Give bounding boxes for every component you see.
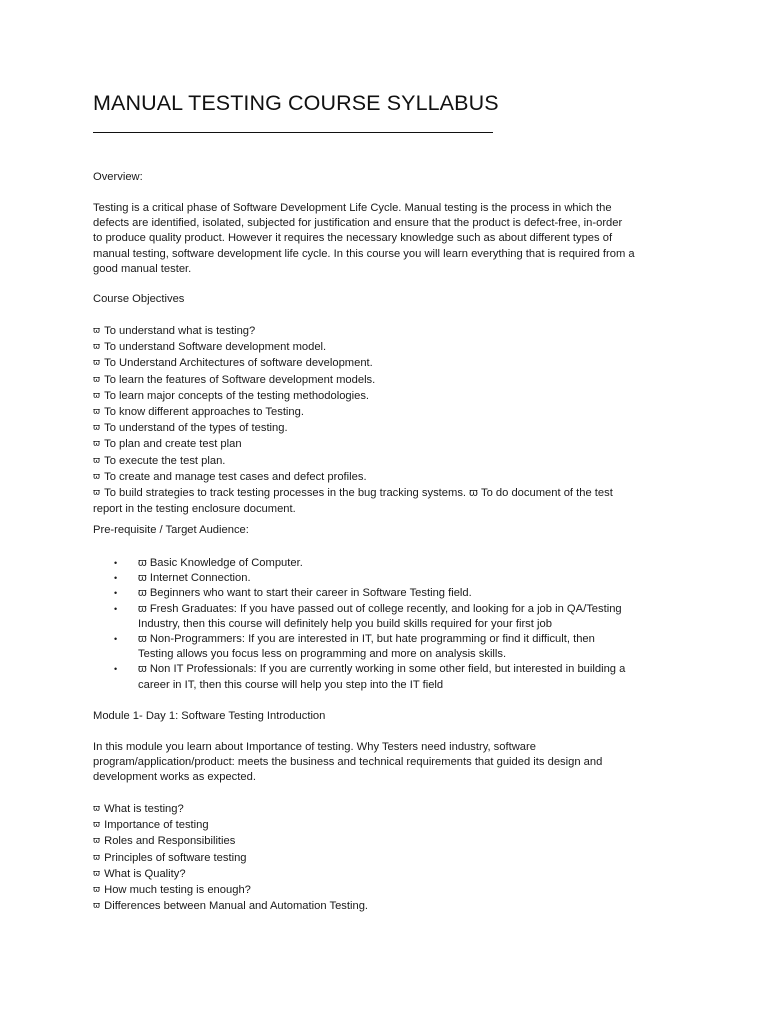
- overview-line: Testing is a critical phase of Software Development Life Cycle. Manual testing is the process in which the: [93, 202, 612, 214]
- list-item: ϖ Importance of testing: [93, 819, 209, 832]
- bullet-mark-icon: ϖ: [93, 820, 101, 831]
- objectives-heading-text: Course Objectives: [93, 293, 185, 305]
- bullet-mark-icon: ϖ: [93, 390, 101, 401]
- list-item: ϖ To learn the features of Software development models.: [93, 373, 376, 386]
- list-item: ϖ Differences between Manual and Automation Testing.: [93, 900, 369, 913]
- overview-line: defects are identified, isolated, subjected for justification and ensure that the product is defect-free, in-order: [93, 217, 623, 230]
- overview-heading: [93, 170, 683, 185]
- module1-heading-text: Module 1- Day 1: Software Testing Introduction: [93, 710, 326, 722]
- list-item: ϖ Roles and Responsibilities: [93, 835, 236, 848]
- overview-line: to produce quality product. However it requires the necessary knowledge such as about different types of: [93, 232, 613, 245]
- bullet-mark-icon: ϖ: [93, 488, 101, 499]
- list-item: ϖ To know different approaches to Testing.: [93, 406, 304, 419]
- list-item: ϖ To create and manage test cases and defect profiles.: [93, 470, 367, 483]
- bullet-mark-icon: ϖ: [93, 836, 101, 847]
- bullet-mark-icon: ϖ: [93, 471, 101, 482]
- list-item-continuation: report in the testing enclosure document.: [93, 503, 296, 516]
- list-item: • ϖ Non-Programmers: If you are interested in IT, but hate programming or find it difficult, then Testing allows you focus less on programming and more on analysis skills.: [114, 633, 595, 661]
- bullet-mark-icon: ϖ: [93, 868, 101, 879]
- list-item: ϖ What is testing?: [93, 803, 184, 815]
- module1-line: program/application/product: meets the business and technical requirements that guided its design and: [93, 756, 603, 769]
- list-item: ϖ To plan and create test plan: [93, 438, 242, 451]
- bullet-icon: •: [114, 588, 118, 599]
- bullet-icon: •: [114, 634, 118, 645]
- module1-topics-list: [93, 802, 683, 915]
- list-item: ϖ Principles of software testing: [93, 851, 247, 864]
- overview-paragraph: [93, 201, 683, 277]
- module1-line: In this module you learn about Importance of testing. Why Testers need industry, software: [93, 741, 536, 753]
- module1-heading: [93, 709, 683, 724]
- bullet-mark-icon: ϖ: [93, 804, 101, 814]
- list-item: ϖ How much testing is enough?: [93, 884, 251, 897]
- module1-line: development works as expected.: [93, 771, 256, 784]
- list-item: ϖ What is Quality?: [93, 867, 186, 880]
- bullet-icon: •: [114, 558, 118, 568]
- bullet-mark-icon: ϖ: [93, 342, 101, 353]
- list-item: ϖ To learn major concepts of the testing methodologies.: [93, 389, 370, 402]
- overview-line: good manual tester.: [93, 262, 192, 275]
- objectives-heading: [93, 292, 683, 307]
- bullet-mark-icon: ϖ: [93, 326, 101, 336]
- list-item: • ϖ Beginners who want to start their career in Software Testing field.: [93, 586, 625, 601]
- list-item: ϖ To understand of the types of testing.: [93, 422, 288, 435]
- bullet-mark-icon: ϖ: [93, 423, 101, 434]
- bullet-mark-icon: ϖ: [93, 374, 101, 385]
- page-title: MANUAL TESTING COURSE SYLLABUS: [93, 91, 499, 115]
- overview-line: manual testing, software development life cycle. In this course you will learn everything that is required from a: [93, 247, 635, 260]
- list-item: • ϖ Internet Connection.: [93, 571, 625, 586]
- module1-paragraph: [93, 740, 683, 786]
- bullet-mark-icon: ϖ: [93, 407, 101, 418]
- list-item: ϖ To execute the test plan.: [93, 454, 226, 467]
- list-item: ϖ To Understand Architectures of software development.: [93, 357, 373, 370]
- bullet-icon: •: [114, 603, 118, 614]
- list-item: • ϖ Basic Knowledge of Computer.: [93, 556, 625, 571]
- bullet-mark-icon: ϖ: [93, 885, 101, 896]
- prerequisites-heading-text: Pre-requisite / Target Audience:: [93, 524, 249, 536]
- list-item: ϖ To build strategies to track testing processes in the bug tracking systems. ϖ To do document of the test: [93, 487, 613, 500]
- bullet-icon: •: [114, 664, 118, 675]
- prerequisites-list: [93, 556, 625, 693]
- list-item: ϖ To understand Software development model.: [93, 341, 327, 354]
- list-item: • ϖ Fresh Graduates: If you have passed out of college recently, and looking for a job in QA/Testing Industry, then this course will definitely help you build skills required for your first job: [114, 602, 622, 630]
- list-item: • ϖ Non IT Professionals: If you are currently working in some other field, but interested in building a career in IT, then this course will help you step into the IT field: [114, 663, 626, 691]
- bullet-mark-icon: ϖ: [93, 852, 101, 863]
- bullet-icon: •: [114, 573, 118, 584]
- title-underline: [93, 132, 493, 133]
- bullet-mark-icon: ϖ: [93, 901, 101, 912]
- bullet-mark-icon: ϖ: [93, 439, 101, 450]
- bullet-mark-icon: ϖ: [93, 455, 101, 466]
- objectives-list: [93, 324, 683, 517]
- prerequisites-heading: [93, 523, 683, 538]
- list-item: ϖ To understand what is testing?: [93, 325, 256, 337]
- bullet-mark-icon: ϖ: [93, 358, 101, 369]
- overview-heading-text: Overview:: [93, 171, 143, 183]
